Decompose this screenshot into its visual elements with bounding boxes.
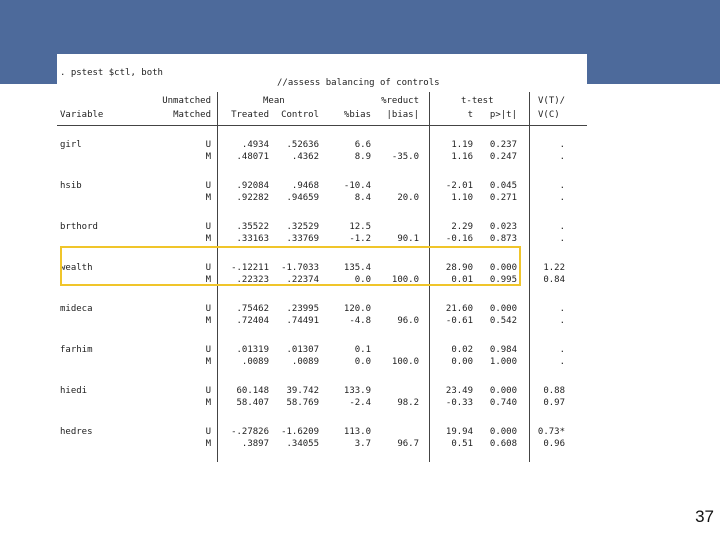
p-value: 0.000	[489, 427, 517, 437]
p-value: 0.237	[489, 140, 517, 150]
control-mean: .32529	[286, 222, 319, 232]
variance-ratio: .	[559, 152, 565, 162]
header-unmatched: Unmatched	[162, 96, 211, 106]
header-ttest: t-test	[461, 96, 494, 106]
header-absbias: |bias|	[386, 110, 419, 120]
variance-ratio: 0.97	[543, 398, 565, 408]
sample-flag: U	[205, 427, 211, 437]
p-value: 0.045	[489, 181, 517, 191]
sample-flag: M	[205, 152, 211, 162]
reduct-value: 90.1	[397, 234, 419, 244]
bias-value: 3.7	[354, 439, 371, 449]
variance-ratio: .	[559, 181, 565, 191]
variance-ratio: .	[559, 345, 565, 355]
control-mean: .23995	[286, 304, 319, 314]
bias-value: 135.4	[343, 263, 371, 273]
treated-mean: .33163	[236, 234, 269, 244]
reduct-value: 100.0	[391, 275, 419, 285]
variance-ratio: 0.96	[543, 439, 565, 449]
reduct-value: 96.7	[397, 439, 419, 449]
t-stat: 19.94	[445, 427, 473, 437]
p-value: 0.023	[489, 222, 517, 232]
sample-flag: M	[205, 275, 211, 285]
bias-value: 8.4	[354, 193, 371, 203]
command-comment: //assess balancing of controls	[277, 78, 440, 88]
t-stat: -0.16	[445, 234, 473, 244]
bias-value: -2.4	[349, 398, 371, 408]
column-divider	[529, 92, 530, 462]
variance-ratio: 0.84	[543, 275, 565, 285]
reduct-value: 98.2	[397, 398, 419, 408]
sample-flag: M	[205, 234, 211, 244]
variance-ratio: .	[559, 193, 565, 203]
t-stat: -0.61	[445, 316, 473, 326]
control-mean: 39.742	[286, 386, 319, 396]
t-stat: 1.19	[451, 140, 473, 150]
t-stat: 2.29	[451, 222, 473, 232]
control-mean: -1.6209	[281, 427, 319, 437]
control-mean: .9468	[291, 181, 319, 191]
treated-mean: .01319	[236, 345, 269, 355]
sample-flag: M	[205, 316, 211, 326]
variable-name: hsib	[60, 181, 82, 191]
bias-value: 120.0	[343, 304, 371, 314]
reduct-value: 96.0	[397, 316, 419, 326]
bias-value: 0.0	[354, 275, 371, 285]
t-stat: 28.90	[445, 263, 473, 273]
p-value: 0.247	[489, 152, 517, 162]
variance-ratio: .	[559, 316, 565, 326]
treated-mean: .35522	[236, 222, 269, 232]
header-p: p>|t|	[489, 110, 517, 120]
p-value: 0.542	[489, 316, 517, 326]
variance-ratio: 0.88	[543, 386, 565, 396]
control-mean: -1.7033	[281, 263, 319, 273]
control-mean: .01307	[286, 345, 319, 355]
t-stat: 21.60	[445, 304, 473, 314]
bias-value: 8.9	[354, 152, 371, 162]
variance-ratio: 0.73*	[537, 427, 565, 437]
p-value: 0.873	[489, 234, 517, 244]
bias-value: 0.1	[354, 345, 371, 355]
control-mean: .74491	[286, 316, 319, 326]
variable-name: wealth	[60, 263, 93, 273]
header-bias: %bias	[343, 110, 371, 120]
treated-mean: .4934	[241, 140, 269, 150]
sample-flag: U	[205, 263, 211, 273]
variance-ratio: .	[559, 304, 565, 314]
sample-flag: U	[205, 140, 211, 150]
sample-flag: U	[205, 222, 211, 232]
bias-value: 6.6	[354, 140, 371, 150]
wealth-highlight-box	[60, 246, 521, 286]
page-number: 37	[695, 507, 714, 526]
sample-flag: U	[205, 345, 211, 355]
treated-mean: .75462	[236, 304, 269, 314]
variable-name: farhim	[60, 345, 93, 355]
variable-name: brthord	[60, 222, 98, 232]
command-text: . pstest $ctl, both	[60, 68, 163, 78]
header-treated: Treated	[231, 110, 269, 120]
t-stat: 0.01	[451, 275, 473, 285]
treated-mean: .22323	[236, 275, 269, 285]
bias-value: 0.0	[354, 357, 371, 367]
treated-mean: 58.407	[236, 398, 269, 408]
variance-ratio: .	[559, 234, 565, 244]
p-value: 0.995	[489, 275, 517, 285]
sample-flag: M	[205, 357, 211, 367]
variable-name: hedres	[60, 427, 93, 437]
variance-ratio: .	[559, 357, 565, 367]
treated-mean: .72404	[236, 316, 269, 326]
header-vratio-bottom: V(C)	[538, 110, 560, 120]
p-value: 1.000	[489, 357, 517, 367]
control-mean: .22374	[286, 275, 319, 285]
reduct-value: 20.0	[397, 193, 419, 203]
control-mean: .52636	[286, 140, 319, 150]
variance-ratio: 1.22	[543, 263, 565, 273]
t-stat: -2.01	[445, 181, 473, 191]
sample-flag: U	[205, 304, 211, 314]
t-stat: 23.49	[445, 386, 473, 396]
p-value: 0.271	[489, 193, 517, 203]
treated-mean: .3897	[241, 439, 269, 449]
treated-mean: .92084	[236, 181, 269, 191]
control-mean: .0089	[291, 357, 319, 367]
sample-flag: U	[205, 181, 211, 191]
t-stat: 0.51	[451, 439, 473, 449]
treated-mean: -.27826	[231, 427, 269, 437]
p-value: 0.000	[489, 386, 517, 396]
p-value: 0.000	[489, 263, 517, 273]
t-stat: 0.00	[451, 357, 473, 367]
bias-value: -10.4	[343, 181, 371, 191]
p-value: 0.984	[489, 345, 517, 355]
sample-flag: U	[205, 386, 211, 396]
bias-value: 113.0	[343, 427, 371, 437]
command-line	[57, 58, 440, 98]
control-mean: .4362	[291, 152, 319, 162]
sample-flag: M	[205, 439, 211, 449]
treated-mean: 60.148	[236, 386, 269, 396]
control-mean: 58.769	[286, 398, 319, 408]
reduct-value: 100.0	[391, 357, 419, 367]
header-reduct: %reduct	[381, 96, 419, 106]
header-control: Control	[281, 110, 319, 120]
variance-ratio: .	[559, 222, 565, 232]
t-stat: 0.02	[451, 345, 473, 355]
p-value: 0.740	[489, 398, 517, 408]
variable-name: hiedi	[60, 386, 88, 396]
sample-flag: M	[205, 193, 211, 203]
p-value: 0.000	[489, 304, 517, 314]
header-mean: Mean	[263, 96, 285, 106]
header-vratio-top: V(T)/	[538, 96, 566, 106]
variance-ratio: .	[559, 140, 565, 150]
variable-name: mideca	[60, 304, 93, 314]
bias-value: 133.9	[343, 386, 371, 396]
p-value: 0.608	[489, 439, 517, 449]
control-mean: .33769	[286, 234, 319, 244]
treated-mean: -.12211	[231, 263, 269, 273]
t-stat: -0.33	[445, 398, 473, 408]
treated-mean: .0089	[241, 357, 269, 367]
header-variable: Variable	[60, 110, 104, 120]
header-t: t	[467, 110, 473, 120]
control-mean: .94659	[286, 193, 319, 203]
control-mean: .34055	[286, 439, 319, 449]
bias-value: 12.5	[349, 222, 371, 232]
sample-flag: M	[205, 398, 211, 408]
header-rule	[57, 125, 587, 126]
reduct-value: -35.0	[391, 152, 419, 162]
treated-mean: .48071	[236, 152, 269, 162]
header-matched: Matched	[173, 110, 211, 120]
treated-mean: .92282	[236, 193, 269, 203]
t-stat: 1.10	[451, 193, 473, 203]
bias-value: -1.2	[349, 234, 371, 244]
t-stat: 1.16	[451, 152, 473, 162]
bias-value: -4.8	[349, 316, 371, 326]
variable-name: girl	[60, 140, 82, 150]
